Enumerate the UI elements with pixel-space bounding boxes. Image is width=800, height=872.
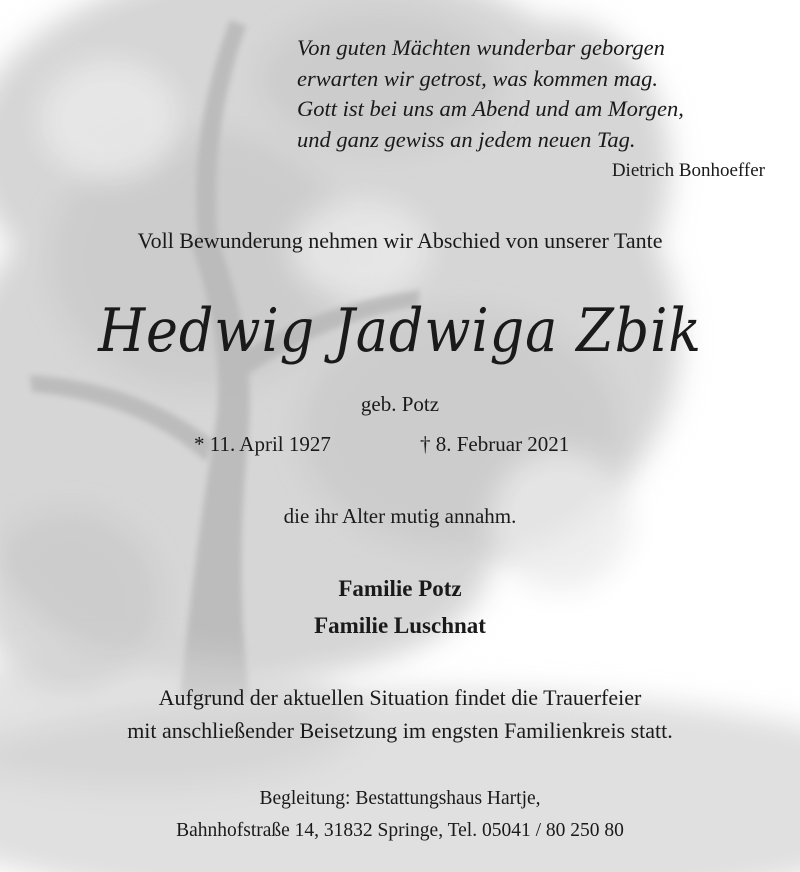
death-date: † 8. Februar 2021: [420, 432, 570, 456]
poem-line: Gott ist bei uns am Abend und am Morgen,: [297, 96, 684, 121]
family-name: Familie Luschnat: [314, 613, 486, 638]
funeral-notice: [0, 681, 800, 747]
tribute-phrase: die ihr Alter mutig annahm.: [283, 504, 517, 528]
poem-line: erwarten wir getrost, was kommen mag.: [297, 65, 659, 91]
poem-author: Dietrich Bonhoeffer: [611, 160, 765, 181]
funeral-notice-line: mit anschließender Beisetzung im engsten Familienkreis statt.: [127, 718, 673, 743]
mourning-families: [0, 570, 800, 644]
birth-name: geb. Potz: [360, 392, 440, 416]
intro-text: Voll Bewunderung nehmen wir Abschied von unserer Tante: [137, 228, 663, 253]
poem-line: und ganz gewiss an jedem neuen Tag.: [297, 126, 636, 152]
poem-line: Von guten Mächten wunderbar geborgen: [297, 35, 665, 60]
deceased-name: Hedwig Jadwiga Zbik: [98, 296, 702, 366]
undertaker-line: Begleitung: Bestattungshaus Hartje,: [259, 788, 541, 809]
family-name: Familie Potz: [338, 576, 462, 601]
poem: [297, 33, 777, 155]
funeral-notice-line: Aufgrund der aktuellen Situation findet die Trauerfeier: [158, 685, 642, 710]
undertaker-info: [0, 783, 800, 847]
birth-date: * 11. April 1927: [194, 432, 331, 456]
undertaker-line: Bahnhofstraße 14, 31832 Springe, Tel. 05041 / 80 250 80: [176, 820, 624, 841]
